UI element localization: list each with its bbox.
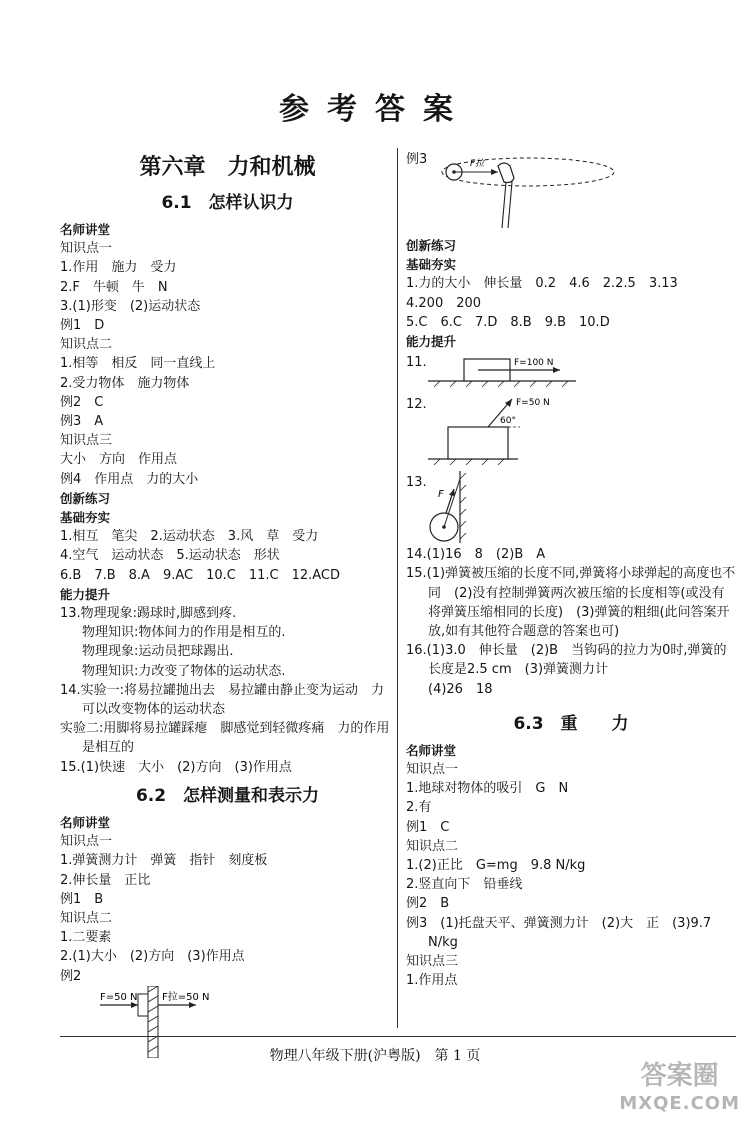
answer-line: 15.(1)弹簧被压缩的长度不同,弹簧将小球弹起的高度也不同 (2)没有控制弹簧两次被压缩的长度相等(或没有将弹簧压缩相同的长度) (3)弹簧的粗细(此问答案开放,如有其他符合题意的答案也可) bbox=[406, 566, 736, 640]
answer-line: 16.(1)3.0 伸长量 (2)B 当钩码的拉力为0时,弹簧的长度是2.5 cm (3)弹簧测力计 bbox=[406, 643, 727, 678]
answer-line: 1.地球对物体的吸引 G N bbox=[406, 781, 569, 797]
q12-number: 12. bbox=[406, 397, 427, 413]
section-title-6-2: 6.2 怎样测量和表示力 bbox=[135, 785, 320, 806]
push-force-label: F=50 N bbox=[100, 991, 138, 1003]
ground-hatching bbox=[434, 459, 504, 465]
answer-line: 13.物理现象:踢球时,脚感到疼. bbox=[60, 606, 237, 622]
q13-number: 13. bbox=[406, 475, 427, 491]
answer-line: 例2 bbox=[60, 968, 82, 984]
answer-line: 4.200 200 bbox=[406, 295, 482, 311]
answer-line: 知识点二 bbox=[60, 910, 113, 926]
answer-line: 1.相等 相反 同一直线上 bbox=[60, 356, 216, 372]
q11-force-label: F=100 N bbox=[514, 358, 554, 369]
answer-line: 大小 方向 作用点 bbox=[60, 452, 178, 468]
page-title: 参考答案 bbox=[279, 92, 471, 127]
answer-line: 14.实验一:将易拉罐抛出去 易拉罐由静止变为运动 力可以改变物体的运动状态 bbox=[60, 682, 385, 718]
wall-hatching bbox=[460, 473, 466, 539]
subheading: 能力提升 bbox=[406, 334, 457, 350]
answer-line: 知识点一 bbox=[406, 762, 459, 778]
watermark bbox=[619, 1062, 740, 1118]
answer-line: 知识点三 bbox=[406, 954, 459, 970]
answer-line: 5.C 6.C 7.D 8.B 9.B 10.D bbox=[406, 314, 610, 330]
hand bbox=[498, 163, 514, 183]
example3-figure bbox=[406, 150, 736, 236]
force-arrowhead bbox=[449, 489, 455, 496]
subheading: 能力提升 bbox=[60, 586, 111, 602]
q12-figure bbox=[406, 393, 736, 471]
left-column bbox=[60, 150, 395, 1062]
answer-line: 例4 作用点 力的大小 bbox=[60, 471, 199, 487]
force-arrowhead bbox=[553, 367, 560, 373]
right-answers-14-16 bbox=[406, 545, 736, 699]
tension-label: F拉 bbox=[470, 159, 485, 169]
answer-line: 1.作用点 bbox=[406, 973, 458, 989]
q12-angle-label: 60° bbox=[500, 416, 516, 427]
subheading: 名师讲堂 bbox=[60, 222, 111, 237]
section-6-2-answers bbox=[60, 813, 395, 986]
q11-number: 11. bbox=[406, 355, 427, 371]
q13-force-label: F bbox=[438, 489, 444, 501]
answer-line: 物理知识:物体间力的作用是相互的. bbox=[82, 625, 286, 641]
subheading: 基础夯实 bbox=[60, 510, 111, 526]
ground-hatching bbox=[434, 381, 568, 387]
subheading: 创新练习 bbox=[406, 238, 457, 253]
answer-line: 1.相互 笔尖 2.运动状态 3.风 草 受力 bbox=[60, 529, 319, 545]
answer-line: 物理知识:力改变了物体的运动状态. bbox=[82, 663, 286, 679]
answer-line: 例1 B bbox=[60, 891, 104, 907]
right-practice-block bbox=[406, 236, 736, 351]
circular-motion-diagram bbox=[436, 150, 616, 236]
answer-line: 实验二:用脚将易拉罐踩瘪 脚感觉到轻微疼痛 力的作用是相互的 bbox=[60, 721, 390, 756]
answer-line: 2.F 牛顿 牛 N bbox=[60, 279, 168, 295]
answer-line: 3.(1)形变 (2)运动状态 bbox=[60, 298, 201, 314]
section-title-6-3: 6.3 重 力 bbox=[513, 713, 629, 734]
tension-arrowhead bbox=[491, 169, 498, 175]
answer-line: 6.B 7.B 8.A 9.AC 10.C 11.C 12.ACD bbox=[60, 567, 341, 583]
footer-rule bbox=[60, 1036, 736, 1037]
q13-figure bbox=[406, 471, 736, 545]
answer-line: 15.(1)快速 大小 (2)方向 (3)作用点 bbox=[60, 759, 292, 775]
watermark-url: MXQE.COM bbox=[619, 1093, 740, 1114]
subheading: 名师讲堂 bbox=[60, 814, 111, 830]
section-title-6-1: 6.1 怎样认识力 bbox=[161, 193, 294, 213]
arm bbox=[502, 182, 512, 228]
subheading: 创新练习 bbox=[60, 490, 111, 506]
watermark-text: 答案圈 bbox=[640, 1061, 719, 1091]
page-footer: 物理八年级下册(沪粤版) 第 1 页 bbox=[269, 1048, 481, 1064]
subheading: 名师讲堂 bbox=[406, 742, 457, 758]
answer-line: 2.伸长量 正比 bbox=[60, 872, 151, 888]
answer-line: 例1 D bbox=[60, 318, 105, 334]
answer-line: (4)26 18 bbox=[428, 681, 493, 697]
pull-force-label: F拉=50 N bbox=[162, 991, 210, 1003]
answer-line: 例2 C bbox=[60, 394, 104, 410]
q11-figure bbox=[406, 351, 736, 393]
answer-line: 知识点一 bbox=[60, 834, 113, 850]
answer-line: 例3 A bbox=[60, 414, 104, 430]
answer-line: 例2 B bbox=[406, 896, 450, 912]
answer-line: 1.作用 施力 受力 bbox=[60, 260, 177, 276]
answer-line: 物理现象:运动员把球踢出. bbox=[82, 644, 234, 660]
example3-label: 例3 bbox=[406, 152, 428, 167]
answer-line: 知识点二 bbox=[60, 337, 113, 353]
answer-line: 2.受力物体 施力物体 bbox=[60, 375, 190, 391]
block bbox=[138, 994, 148, 1016]
q13-diagram bbox=[428, 471, 548, 545]
box bbox=[448, 427, 508, 459]
answer-line: 知识点二 bbox=[406, 838, 459, 854]
answer-line: 14.(1)16 8 (2)B A bbox=[406, 547, 546, 563]
answer-line: 2.竖直向下 铅垂线 bbox=[406, 877, 523, 893]
answer-line: 1.(2)正比 G=mg 9.8 N/kg bbox=[406, 858, 586, 874]
column-divider bbox=[397, 148, 398, 1028]
answer-line: 例3 (1)托盘天平、弹簧测力计 (2)大 正 (3)9.7 N/kg bbox=[406, 915, 712, 950]
answer-line: 知识点一 bbox=[60, 241, 113, 257]
right-column bbox=[406, 150, 736, 990]
answer-line: 2.有 bbox=[406, 800, 432, 816]
answer-line: 知识点三 bbox=[60, 433, 113, 449]
answer-line: 例1 C bbox=[406, 819, 450, 835]
q12-diagram bbox=[428, 393, 578, 471]
answer-line: 1.弹簧测力计 弹簧 指针 刻度板 bbox=[60, 853, 268, 869]
q11-diagram bbox=[428, 351, 578, 393]
section-6-3-answers bbox=[406, 741, 736, 991]
q12-force-label: F=50 N bbox=[516, 398, 550, 409]
subheading: 基础夯实 bbox=[406, 257, 457, 273]
answer-line: 1.二要素 bbox=[60, 930, 112, 946]
answer-line: 2.(1)大小 (2)方向 (3)作用点 bbox=[60, 949, 245, 965]
answer-line: 1.力的大小 伸长量 0.2 4.6 2.2.5 3.13 bbox=[406, 276, 678, 292]
section-6-1-answers bbox=[60, 220, 395, 777]
answer-line: 4.空气 运动状态 5.运动状态 形状 bbox=[60, 548, 280, 564]
chapter-title: 第六章 力和机械 bbox=[139, 154, 316, 180]
